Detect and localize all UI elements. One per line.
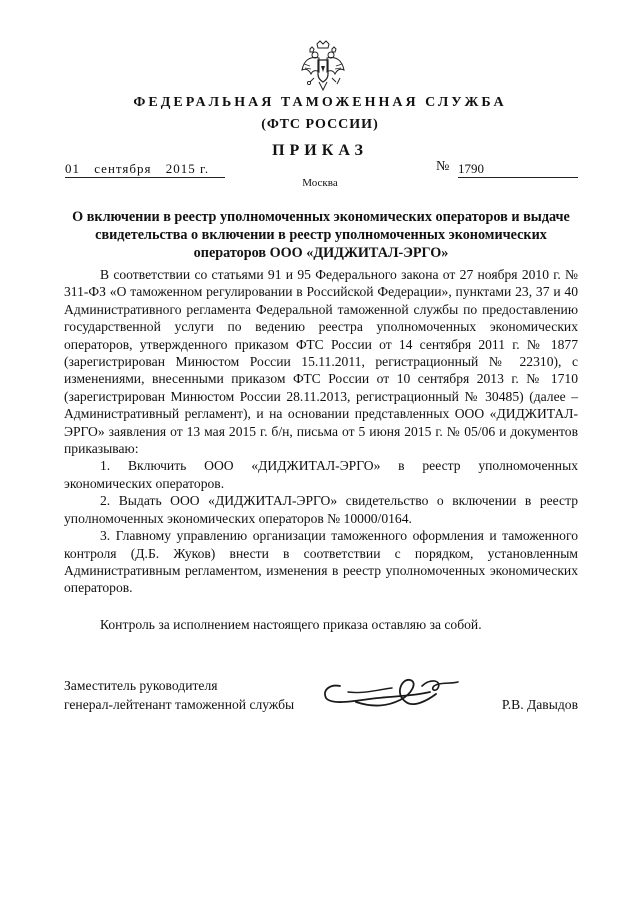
order-item-3: 3. Главному управлению организации таможенного оформления и таможенного контроля (Д.Б. Жуков) внести в соответствии с порядком, установленным Административным регламентом, изменения в реестр уполномоченных экономических операторов. — [64, 528, 578, 596]
order-body — [64, 266, 578, 633]
order-item-2: 2. Выдать ООО «ДИДЖИТАЛ-ЭРГО» свидетельство о включении в реестр уполномоченных экономических операторов № 10000/0164. — [64, 493, 578, 526]
order-subject-heading: О включении в реестр уполномоченных экономических операторов и выдаче свидетельства о включении в реестр уполномоченных экономических операторов ООО «ДИДЖИТАЛ-ЭРГО» — [72, 209, 570, 261]
control-paragraph: Контроль за исполнением настоящего приказа оставляю за собой. — [100, 616, 482, 632]
order-date — [65, 161, 225, 178]
order-item-1: 1. Включить ООО «ДИДЖИТАЛ-ЭРГО» в реестр уполномоченных экономических операторов. — [64, 458, 578, 491]
signatory-name: Р.В. Давыдов — [501, 697, 578, 712]
order-number-label: № — [436, 159, 450, 174]
order-date-day: 01 — [65, 161, 80, 176]
preamble-paragraph: В соответствии со статьями 91 и 95 Федерального закона от 27 ноября 2010 г. № 311-ФЗ «О таможенном регулировании в Российской Федерации», пунктами 23, 37 и 40 Административного регламента Федеральной таможенной службы по предоставлению государственной услуги по ведению реестра уполномоченных экономических операторов, утвержденного приказом ФТС России от 14 сентября 2011 г. № 1877 (зарегистрирован Минюстом России 15.11.2011, регистрационный № 22310), с изменениями, внесенными приказом ФТС России от 10 сентября 2013 г. № 1710 (зарегистрирован Минюстом России 28.11.2013, регистрационный № 30485) (далее – Административный регламент), и на основании представленных ООО «ДИДЖИТАЛ-ЭРГО» заявления от 13 мая 2015 г. б/н, письма от 5 июня 2015 г. № 05/06 и документов приказываю: — [64, 267, 578, 457]
document-title: ПРИКАЗ — [272, 142, 368, 159]
order-city: Москва — [302, 177, 338, 189]
order-number: 1790 — [458, 161, 578, 178]
signatory-position-line1: Заместитель руководителя — [64, 678, 218, 693]
order-date-year: 2015 г. — [165, 161, 210, 176]
coat-of-arms-icon — [300, 40, 346, 92]
agency-name: ФЕДЕРАЛЬНАЯ ТАМОЖЕННАЯ СЛУЖБА — [133, 95, 507, 110]
agency-abbreviation: (ФТС РОССИИ) — [261, 117, 379, 132]
order-date-month: сентября — [94, 161, 152, 176]
signature-block — [64, 676, 578, 714]
signatory-position-line2: генерал-лейтенант таможенной службы — [64, 697, 295, 712]
